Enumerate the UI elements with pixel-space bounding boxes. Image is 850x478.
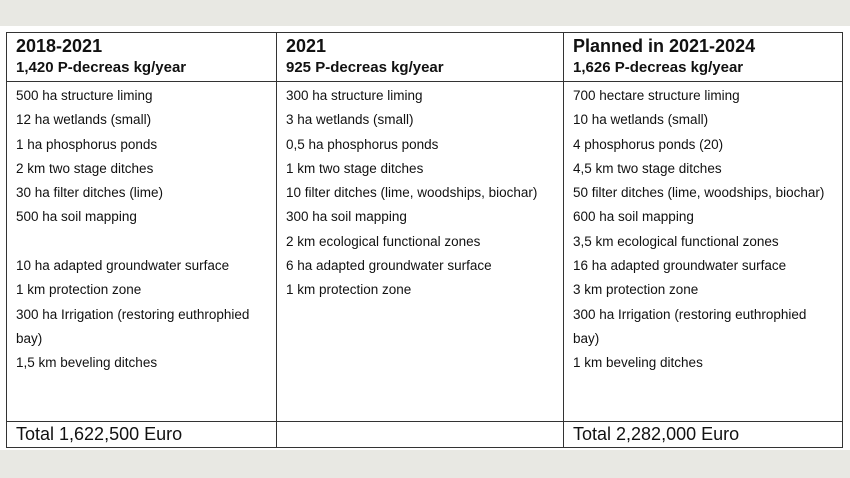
list-item: 0,5 ha phosphorus ponds <box>286 136 439 152</box>
p-decrease-value: 925 P-decreas kg/year <box>286 59 444 76</box>
list-item: 300 ha structure liming <box>286 88 423 103</box>
list-item: 300 ha soil mapping <box>286 209 407 225</box>
total-cell-2018-2021 <box>7 422 277 448</box>
list-item: 16 ha adapted groundwater surface <box>573 258 787 274</box>
list-item: 500 ha soil mapping <box>16 209 137 225</box>
total-cell-2021 <box>277 422 564 448</box>
list-item: 10 filter ditches (lime, woodships, biochar) <box>286 185 538 201</box>
list-item: 3,5 km ecological functional zones <box>573 233 779 249</box>
list-item: 3 ha wetlands (small) <box>286 112 414 128</box>
list-item: 30 ha filter ditches (lime) <box>16 185 164 201</box>
total-row <box>7 422 843 448</box>
period-title: 2021 <box>286 36 327 56</box>
total-cost: Total 1,622,500 Euro <box>16 424 183 444</box>
measures-list <box>7 82 276 376</box>
list-item: 1 km protection zone <box>286 282 412 298</box>
list-item: 1 ha phosphorus ponds <box>16 136 158 152</box>
p-decrease-value: 1,626 P-decreas kg/year <box>573 59 744 76</box>
header-cell-2021 <box>277 33 564 82</box>
list-item: 50 filter ditches (lime, woodships, biochar) <box>573 185 825 201</box>
header-cell-planned-2021-2024 <box>564 33 843 82</box>
list-item: 10 ha adapted groundwater surface <box>16 258 230 274</box>
list-item: 12 ha wetlands (small) <box>16 112 152 128</box>
measures-cell-planned-2021-2024 <box>564 82 843 422</box>
list-item: 2 km two stage ditches <box>16 160 154 176</box>
list-item: 500 ha structure liming <box>16 88 153 103</box>
measures-table <box>6 32 843 448</box>
list-item: 4 phosphorus ponds (20) <box>573 136 724 152</box>
list-item: 600 ha soil mapping <box>573 209 694 225</box>
list-item: 10 ha wetlands (small) <box>573 112 709 128</box>
list-item: 2 km ecological functional zones <box>286 233 481 249</box>
list-item: 300 ha Irrigation (restoring euthrophied bay) <box>16 306 250 346</box>
list-item: 700 hectare structure liming <box>573 88 740 103</box>
total-cell-planned-2021-2024 <box>564 422 843 448</box>
list-item: 300 ha Irrigation (restoring euthrophied bay) <box>573 306 807 346</box>
measures-cell-2021 <box>277 82 564 422</box>
measures-list <box>277 82 563 303</box>
list-item: 6 ha adapted groundwater surface <box>286 258 492 274</box>
period-title: 2018-2021 <box>16 36 103 56</box>
measures-cell-2018-2021 <box>7 82 277 422</box>
period-title: Planned in 2021-2024 <box>573 36 756 56</box>
p-decrease-value: 1,420 P-decreas kg/year <box>16 59 187 76</box>
header-cell-2018-2021 <box>7 33 277 82</box>
list-item: 4,5 km two stage ditches <box>573 160 722 176</box>
list-item: 1 km beveling ditches <box>573 355 703 371</box>
list-item: 1 km two stage ditches <box>286 160 424 176</box>
measures-row <box>7 82 843 422</box>
header-row <box>7 33 843 82</box>
list-item: 3 km protection zone <box>573 282 699 298</box>
measures-list <box>564 82 842 376</box>
list-item: 1 km protection zone <box>16 282 142 298</box>
list-item: 1,5 km beveling ditches <box>16 355 158 371</box>
slide <box>0 26 850 450</box>
total-cost: Total 2,282,000 Euro <box>573 424 740 444</box>
list-item-blank <box>16 230 276 254</box>
